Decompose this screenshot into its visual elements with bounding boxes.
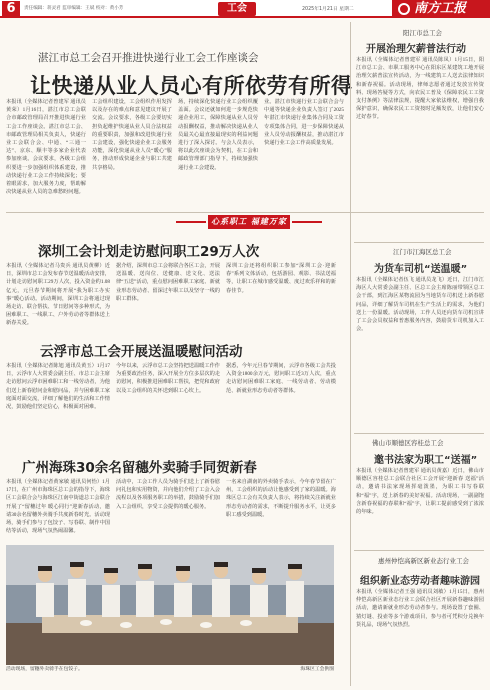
article1-col1: 本报讯（全媒体记者曾建军 通讯员黄荣）1月16日，湛江市总工会联合市邮政管理局召开推进快递行业工会工作座谈会。湛江市总工会、市邮政管理局相关负责人，快递行业工会联合会、中通、“三通一达”、京东、顺丰等多家企业代表参加座谈。会议要求，各级工会组织要进一步加强组织体系建设，推动快递行业工会工作持续深化；要着眼需求，加大服务力度，帮助解决快递从业人员的急难愁盼问题。	[6, 99, 86, 196]
sidebar1-location: 阳江市总工会	[403, 29, 442, 37]
page-number: 6	[2, 1, 20, 17]
article2-col2: 据介绍，深圳市总工会将联合各区工会，开展送温暖、送岗位、送健康、送文化、送法律“五送”活动，重点慰问困难职工家庭、新就业形态劳动者、留深过年职工以及坚守一线的职工群体。	[116, 263, 220, 302]
photo-illustration	[6, 545, 334, 665]
article1-headline: 让快递从业人员心有所依劳有所得	[30, 74, 353, 98]
article4-col1: 本报讯（全媒体记者黄家敏 通讯员何怡）1月17日，在广州市海珠区总工会的指导下，海珠区工会联合会与海珠区江南中街道总工会联合开展了“留穗过年 暖心同行”迎新春活动，邀请30余名留穗外卖骑手共度新春时光。活动现场，骑手们参与了包饺子、写春联、制作中国结等活动，现场气氛热闹温馨。	[6, 479, 110, 535]
article3-col2: 今年以来，云浮市总工会坚持把送温暖工作作为重要政治任务，深入开展全方位多层次的走访慰问，积极推进困难职工帮扶，把党和政府以及工会组织的关怀送到职工心坎上。	[116, 363, 220, 394]
sidebar4-text: 本报讯（全媒体记者王强 通讯员刘敏）1月15日，惠州仲恺高新区新业态行业工会联合社区开展新春趣味游园活动，邀请新就业形态劳动者参与。现场设置了套圈、猜灯谜、投壶等多个游戏项目，参与者可凭积分兑换年货礼品，现场气氛热烈。	[356, 589, 484, 628]
issue-date: 2025年1月21日 星期二	[302, 7, 354, 12]
sidebar1-title: 开展治理欠薪普法行动	[366, 44, 466, 55]
sidebar2-divider	[354, 242, 484, 243]
sidebar3-location: 佛山市顺德区容桂总工会	[372, 439, 444, 447]
banner-text: 心系职工 福建万家	[208, 215, 290, 229]
article3-col1: 本报讯（全媒体记者陈旭 通讯员黄玉）1月17日，云浮市人大常委会副主任、市总工会主席走访慰问云浮市困难职工和一线劳动者，为他们送上新春慰问金和慰问品，并与困难职工家庭面对面交流，详细了解他们的生活和工作情况，鼓励他们坚定信心，积极面对困难。	[6, 363, 110, 411]
article2-headline: 深圳工会计划走访慰问职工29万人次	[38, 244, 260, 260]
sidebar2-title: 为货车司机“送温暖”	[374, 264, 468, 275]
photo-credit: 海珠区工会供图	[300, 667, 334, 672]
sidebar3-text: 本报讯（全媒体记者曾建军 通讯员黄嘉）近日，佛山市顺德区容桂总工会联合社区工会开展“迎新春 送福”活动，邀请书法家现场挥毫泼墨，为职工书写春联和“福”字，送上新春的美好祝福。活动现场，一副副饱含新春祝福的春联和“福”字，让职工提前感受到了浓浓的年味。	[356, 468, 484, 516]
sidebar4-title: 组织新业态劳动者趣味游园	[360, 576, 480, 587]
logo-text: 南方工报	[414, 1, 467, 16]
banner-left-bar	[176, 221, 206, 223]
sidebar3-title: 邀书法家为职工“送福”	[374, 455, 478, 466]
photo-caption	[6, 665, 334, 675]
topic-banner	[176, 215, 322, 229]
sidebar4-divider	[354, 550, 484, 551]
event-photo	[6, 545, 334, 665]
article2-col3: 深圳工会还将组织职工参加“深圳工会·迎新春”系列文体活动，包括游园、观影、书法送福等，让职工在城市感受温暖、度过欢乐祥和的新春佳节。	[226, 263, 336, 294]
article1-col2: 工会组织建设，工会组织作用发挥以及存在的难点和意见建议开展了交流。会议要求，各级工会要切实担负起维护快递从业人员合法权益的重要职责，加强和改进快递行业工会建设，强化快递企业工会服务功能，深化快递从业人员“暖心”服务，推动形成快递企业与职工共建共享格局。	[92, 99, 172, 171]
article4-headline: 广州海珠30余名留穗外卖骑手同贺新春	[22, 460, 257, 476]
editors-line: 责任编辑：蒋灵君 监审编辑：王斌 校对：黄小芳	[24, 6, 124, 11]
caption-text: 活动现场，留穗外卖骑手在包饺子。	[6, 667, 83, 672]
article1-col3: 场，持续深化快递行业工会组织覆盖面。会议还就如何进一步规范快递企业用工，保障快递从业人员劳动报酬权益，推动解决快递从业人员最关心最直接最现实的利益问题进行了深入探讨。与会人员表示，将以此次座谈会为契机，在工会和邮政管理部门指导下，持续加强快递行业工会建设。	[178, 99, 258, 171]
banner-right-bar	[292, 221, 322, 223]
article3-headline: 云浮市总工会开展送温暖慰问活动	[40, 344, 243, 360]
logo-icon	[398, 3, 410, 15]
masthead	[0, 0, 490, 18]
sidebar2-location: 江门市江海区总工会	[393, 248, 452, 256]
sidebar1-text: 本报讯（全媒体记者曾建军 通讯员陈凤）1月15日，阳江市总工会、市职工服务中心在阳东区某建筑工地开展治理欠薪普法宣传活动，为一线建筑工人送去法律知识和新春祝福。活动现场，律师志愿者通过发放宣传资料、现场答疑等方式，向农民工普及《保障农民工工资支付条例》等法律法规，提醒大家依法维权，增强自我保护意识，确保农民工工资按时足额发放，让他们安心过好春节。	[356, 57, 484, 121]
article4-col2: 活动中，工会工作人员为骑手们送上了新春慰问礼包和实用物资，并向他们介绍了工会入会流程以及各项服务职工的举措，鼓励骑手们加入工会组织，享受工会提供的暖心服务。	[116, 479, 220, 510]
sidebar2-text: 本报讯（全媒体记者伍飞 通讯员龙飞）近日，江门市江海区人大常委会副主任、区总工会主席陈丽带领区总工会干部，到江海区某物流园为当地货车司机送上新春慰问品，详细了解货车司机在生产生活上的需求，为他们送上一份温暖。活动现场，工作人员还向货车司机宣讲了工会会员权益和普惠服务内容，鼓励货车司机加入工会。	[356, 277, 484, 333]
section-divider	[6, 212, 484, 213]
article4-col3: 一名来自湖南的外卖骑手表示，今年春节留在广州，工会组织的活动让他感受到了家的温暖。海珠区总工会有关负责人表示，将持续关注新就业形态劳动者的需求，不断提升服务水平，让更多职工感受到温暖。	[226, 479, 336, 518]
newspaper-logo	[392, 0, 490, 18]
sidebar4-location: 惠州仲恺高新区新业态行业工会	[378, 557, 469, 565]
article2-col1: 本报讯（全媒体记者马贵兵 通讯员黄柳）近日，深圳市总工会发布春节送温暖活动安排，计划走访慰问职工29万人次，投入资金约1.08亿元，元旦春节期间将开展“我为职工办实事”暖心活动。活动期间，深圳工会将通过现场走访、联合帮扶、节日慰问等多种形式，为困难职工、一线职工、户外劳动者等群体送上新春关爱。	[6, 263, 110, 327]
column-divider	[350, 22, 351, 686]
article3-col3: 据悉，今年元旦春节期间，云浮市各级工会共投入资金1800余万元，慰问职工近3万人次，重点走访慰问困难职工家庭、一线劳动者、劳动模范、新就业形态劳动者等群体。	[226, 363, 336, 394]
section-label: 工会	[218, 2, 256, 16]
sidebar3-divider	[354, 433, 484, 434]
article1-col4: 业。湛江市快递行业工会联合会与中通等快递企业负责人签订了2025年湛江市快递行业集体合同及工资专项集体合同，进一步保障快递从业人员劳动报酬权益，推动湛江市快递行业工会工作高质量发展。	[264, 99, 344, 147]
article1-kicker: 湛江市总工会召开推进快递行业工会工作座谈会	[38, 52, 259, 64]
